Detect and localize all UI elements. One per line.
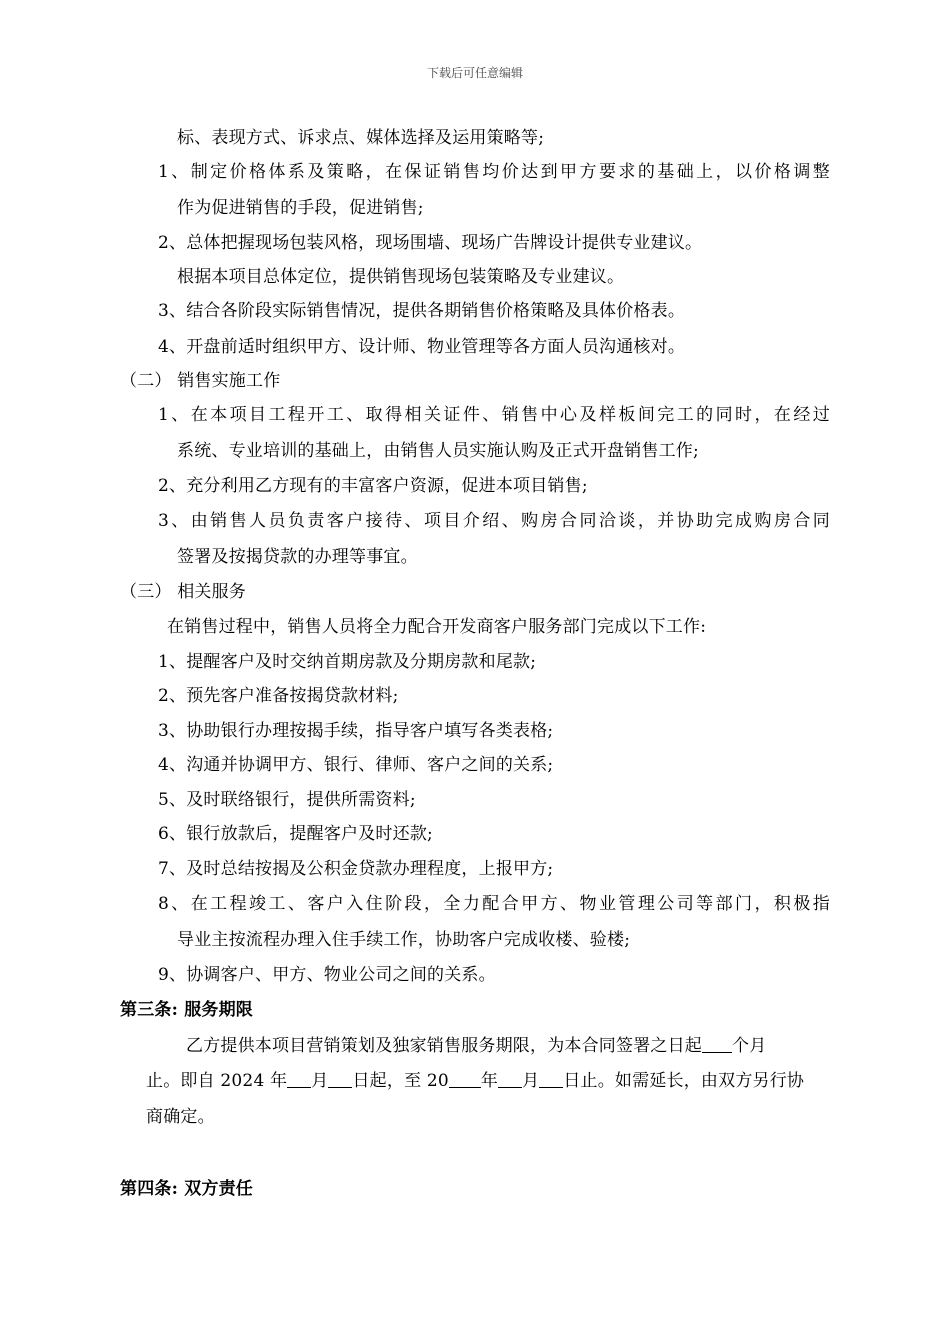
text-line: 签署及按揭贷款的办理等事宜。 [177, 547, 418, 567]
article-4-heading: 第四条: 双方责任 [120, 1179, 253, 1199]
text-segment: 月 [522, 1071, 540, 1091]
blank-field [539, 1071, 563, 1088]
text-line: 作为促进销售的手段，促进销售; [177, 198, 424, 218]
text-line: 9、协调客户、甲方、物业公司之间的关系。 [158, 965, 496, 985]
article-3-paragraph-line-1 [186, 1035, 766, 1057]
text-line: 2、充分利用乙方现有的丰富客户资源，促进本项目销售; [158, 476, 588, 496]
text-line: 标、表现方式、诉求点、媒体选择及运用策略等; [177, 128, 545, 148]
section-heading: （三） 相关服务 [120, 582, 247, 602]
text-segment: 个月 [732, 1036, 767, 1056]
article-3-heading: 第三条: 服务期限 [120, 1000, 253, 1020]
blank-field [287, 1071, 311, 1088]
text-line: 2、预先客户准备按揭贷款材料; [158, 686, 399, 706]
text-line: 5、及时联络银行，提供所需资料; [158, 790, 416, 810]
section-heading: （二） 销售实施工作 [120, 371, 281, 391]
text-line: 1、在本项目工程开工、取得相关证件、销售中心及样板间完工的同时，在经过 [158, 405, 830, 425]
text-segment: 日起，至 20 [352, 1071, 449, 1091]
text-line: 4、沟通并协调甲方、银行、律师、客户之间的关系; [158, 755, 554, 775]
text-line: 在销售过程中，销售人员将全力配合开发商客户服务部门完成以下工作: [167, 617, 707, 637]
text-line: 4、开盘前适时组织甲方、设计师、物业管理等各方面人员沟通核对。 [158, 337, 686, 357]
text-segment: 月 [311, 1071, 329, 1091]
text-line: 导业主按流程办理入住手续工作，协助客户完成收楼、验楼; [177, 930, 631, 950]
text-segment: 乙方提供本项目营销策划及独家销售服务期限，为本合同签署之日起 [186, 1036, 702, 1056]
article-3-paragraph-line-2 [146, 1070, 804, 1092]
text-segment: 年 [480, 1071, 499, 1091]
text-line: 6、银行放款后，提醒客户及时还款; [158, 824, 433, 844]
text-line: 7、及时总结按揭及公积金贷款办理程度，上报甲方; [158, 859, 554, 879]
blank-field [498, 1071, 522, 1088]
blank-field [449, 1071, 481, 1088]
blank-field [702, 1036, 732, 1053]
text-segment: 日止。如需延长，由双方另行协 [563, 1071, 805, 1091]
text-line: 根据本项目总体定位，提供销售现场包装策略及专业建议。 [177, 267, 625, 287]
text-line: 3、由销售人员负责客户接待、项目介绍、购房合同洽谈，并协助完成购房合同 [158, 511, 830, 531]
blank-field [328, 1071, 352, 1088]
text-line: 3、结合各阶段实际销售情况，提供各期销售价格策略及具体价格表。 [158, 301, 686, 321]
text-line: 8、在工程竣工、客户入住阶段，全力配合甲方、物业管理公司等部门，积极指 [158, 894, 830, 914]
page-header-note: 下载后可任意编辑 [426, 66, 523, 80]
text-line: 1、制定价格体系及策略，在保证销售均价达到甲方要求的基础上，以价格调整 [158, 162, 830, 182]
text-line: 系统、专业培训的基础上，由销售人员实施认购及正式开盘销售工作; [177, 441, 699, 461]
article-3-paragraph-line-3: 商确定。 [146, 1107, 215, 1127]
text-segment: 止。即自 2024 年 [146, 1071, 288, 1091]
text-line: 2、总体把握现场包装风格，现场围墙、现场广告牌设计提供专业建议。 [158, 233, 703, 253]
text-line: 1、提醒客户及时交纳首期房款及分期房款和尾款; [158, 652, 537, 672]
text-line: 3、协助银行办理按揭手续，指导客户填写各类表格; [158, 721, 554, 741]
